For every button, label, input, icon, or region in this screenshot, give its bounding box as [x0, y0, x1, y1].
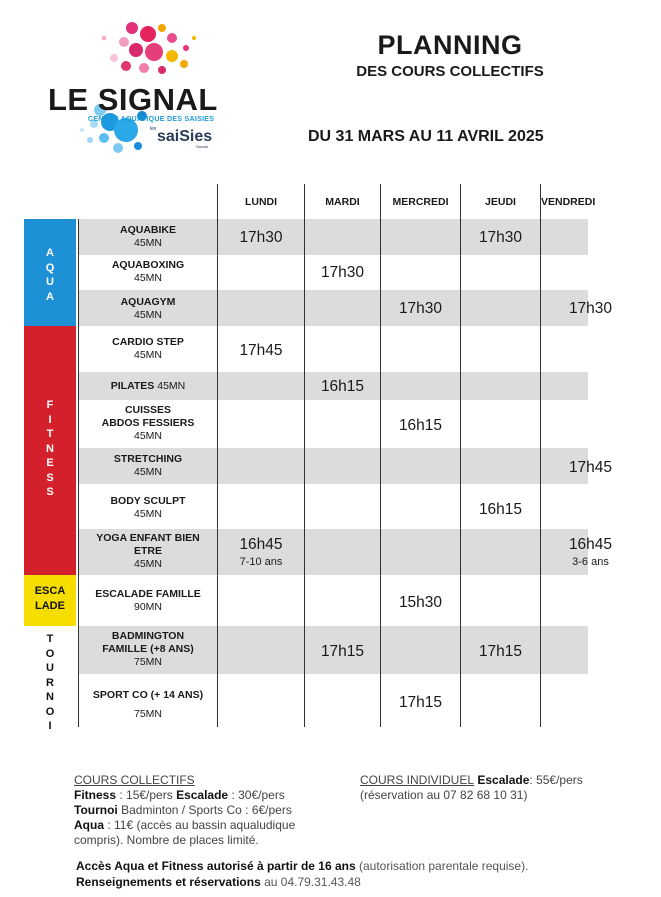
pricing-collectifs — [74, 773, 354, 848]
label: Tournoi — [74, 803, 118, 817]
course-stretching — [80, 453, 216, 479]
title-line1: PLANNING — [377, 30, 523, 60]
category-letter: S — [46, 486, 54, 498]
time-cardio-lundi: 17h45 — [239, 342, 283, 359]
course-duration: 45MN — [133, 508, 162, 520]
category-escalade — [24, 575, 76, 626]
course-name: AQUABIKE — [119, 224, 176, 236]
category-letter: O — [45, 647, 55, 660]
time-badmington-jeudi: 17h15 — [478, 643, 523, 660]
course-duration: 45MN — [133, 349, 162, 361]
course-name: AQUABOXING — [111, 259, 185, 271]
category-aqua — [24, 219, 76, 326]
time-value: 16h45 — [568, 536, 613, 553]
label: Aqua — [74, 818, 104, 832]
logo-subtitle: CENTRE AQUATIQUE DES SAISIES — [88, 116, 215, 123]
time-pilates-mardi: 16h15 — [320, 378, 365, 395]
info-bold: Renseignements et réservations — [76, 875, 261, 889]
pricing-line-aqua-2: compris). Nombre de places limité. — [74, 833, 259, 847]
age-note: 3-6 ans — [572, 556, 609, 568]
column-divider — [540, 184, 541, 727]
time-aquabike-jeudi: 17h30 — [478, 229, 523, 246]
course-body-sculpt — [80, 495, 216, 521]
category-letter: O — [45, 705, 55, 718]
category-letter: R — [46, 676, 54, 689]
course-duration: 45MN — [133, 237, 162, 249]
price: : 15€/pers — [116, 788, 177, 802]
course-name: BADMINGTON — [111, 630, 185, 642]
course-duration: 45MN — [133, 430, 162, 442]
category-letter: U — [46, 662, 54, 674]
column-divider — [78, 219, 79, 727]
title-line2: DES COURS COLLECTIFS — [356, 63, 544, 80]
time-bodysculpt-jeudi: 16h15 — [478, 501, 523, 518]
access-notice — [76, 859, 528, 874]
partner-sub: Savoie — [196, 144, 209, 149]
price: Badminton / Sports Co : 6€/pers — [117, 803, 292, 817]
logo — [44, 20, 234, 155]
individuel-title: COURS INDIVIDUEL — [360, 773, 475, 787]
course-duration: 45MN — [157, 380, 186, 392]
course-duration: 75MN — [133, 708, 162, 720]
course-duration: 45MN — [133, 466, 162, 478]
time-escalade-mercredi: 15h30 — [398, 594, 443, 611]
age-note: 7-10 ans — [239, 556, 283, 568]
column-divider — [217, 184, 218, 727]
course-name: ESCALADE FAMILLE — [95, 588, 201, 600]
category-letter: I — [48, 720, 52, 732]
pricing-line-tournoi — [74, 803, 354, 818]
course-name: AQUAGYM — [120, 296, 176, 308]
date-range: DU 31 MARS AU 11 AVRIL 2025 — [308, 128, 544, 145]
category-letter: F — [46, 399, 54, 411]
course-name: SPORT CO (+ 14 ANS) — [92, 689, 204, 701]
course-duration: 45MN — [133, 309, 162, 321]
partner-prefix: les — [150, 126, 157, 132]
access-note: (autorisation parentale requise). — [355, 859, 529, 873]
category-line: ESCA — [34, 585, 66, 597]
category-letter: U — [46, 276, 54, 288]
time-aquagym-vendredi: 17h30 — [568, 300, 613, 317]
category-letter: N — [46, 691, 54, 703]
pricing-line-fitness — [74, 788, 354, 803]
price: : 55€/pers — [529, 773, 583, 787]
category-letter: A — [46, 290, 54, 303]
price: : 11€ (accès au bassin aqualudique — [104, 818, 296, 832]
category-letter: T — [46, 428, 54, 440]
course-duration: 45MN — [133, 558, 162, 570]
category-letter: Q — [45, 261, 55, 274]
category-fitness — [24, 326, 76, 575]
time-yoga-lundi — [218, 536, 304, 568]
info-phone: au 04.79.31.43.48 — [260, 875, 361, 889]
time-cuisses-mercredi: 16h15 — [398, 417, 443, 434]
partner-logo: saiSies — [157, 128, 213, 145]
info-line — [76, 875, 361, 890]
time-badmington-mardi: 17h15 — [320, 643, 365, 660]
time-yoga-vendredi — [541, 536, 640, 568]
category-letter: E — [46, 457, 54, 469]
course-duration: 45MN — [133, 272, 162, 284]
course-escalade-famille — [80, 588, 216, 614]
category-letter: A — [46, 247, 54, 259]
label: Escalade — [176, 788, 229, 802]
category-letter: N — [46, 442, 54, 455]
time-aquagym-mercredi: 17h30 — [398, 300, 443, 317]
course-duration: 75MN — [133, 656, 162, 668]
course-name: CUISSES — [124, 404, 172, 416]
category-tournoi — [24, 630, 76, 732]
course-aquabike — [80, 224, 216, 250]
category-letter: I — [48, 413, 52, 426]
time-value: 16h45 — [239, 536, 283, 553]
course-name: FAMILLE (+8 ANS) — [102, 643, 194, 655]
access-bold: Accès Aqua et Fitness autorisé à partir de 16 ans — [76, 859, 356, 873]
logo-brand: LE SIGNAL — [48, 82, 218, 117]
individuel-reservation: (réservation au 07 82 68 10 31) — [360, 788, 528, 802]
course-pilates — [80, 380, 216, 393]
category-letter: T — [46, 633, 54, 645]
category-letter: S — [46, 471, 54, 484]
collectifs-title: COURS COLLECTIFS — [74, 773, 195, 787]
course-duration: 90MN — [133, 601, 162, 613]
course-name: CARDIO STEP — [112, 336, 184, 348]
course-name: BODY SCULPT — [110, 495, 186, 507]
course-yoga-enfant — [80, 532, 216, 571]
course-name: PILATES — [110, 380, 155, 392]
course-badmington-famille — [80, 630, 216, 669]
course-cardio-step — [80, 336, 216, 362]
course-sport-co — [80, 689, 216, 721]
day-header-mercredi: MERCREDI — [392, 196, 449, 208]
course-name: STRETCHING — [113, 453, 183, 465]
day-header-vendredi: VENDREDI — [541, 196, 596, 208]
day-header-lundi: LUNDI — [244, 196, 278, 208]
time-aquabike-lundi: 17h30 — [239, 229, 283, 246]
course-aquagym — [80, 296, 216, 322]
pricing-individuel — [360, 773, 650, 803]
individuel-line — [360, 773, 650, 788]
course-cuisses-abdos-fessiers — [80, 404, 216, 443]
day-header-mardi: MARDI — [325, 196, 360, 208]
course-name: ABDOS FESSIERS — [101, 417, 195, 429]
time-aquaboxing-mardi: 17h30 — [320, 264, 365, 281]
course-name: YOGA ENFANT BIEN — [96, 532, 200, 544]
page-title — [330, 30, 570, 80]
day-header-jeudi: JEUDI — [485, 196, 516, 208]
time-sportco-mercredi: 17h15 — [398, 694, 443, 711]
column-divider — [380, 184, 381, 727]
category-line: LADE — [35, 599, 65, 612]
pricing-line-aqua — [74, 818, 354, 833]
price: : 30€/pers — [228, 788, 285, 802]
course-name: ETRE — [133, 545, 162, 557]
label: Fitness — [74, 788, 117, 802]
time-stretching-vendredi: 17h45 — [568, 459, 613, 476]
course-aquaboxing — [80, 259, 216, 285]
label: Escalade — [474, 773, 530, 787]
